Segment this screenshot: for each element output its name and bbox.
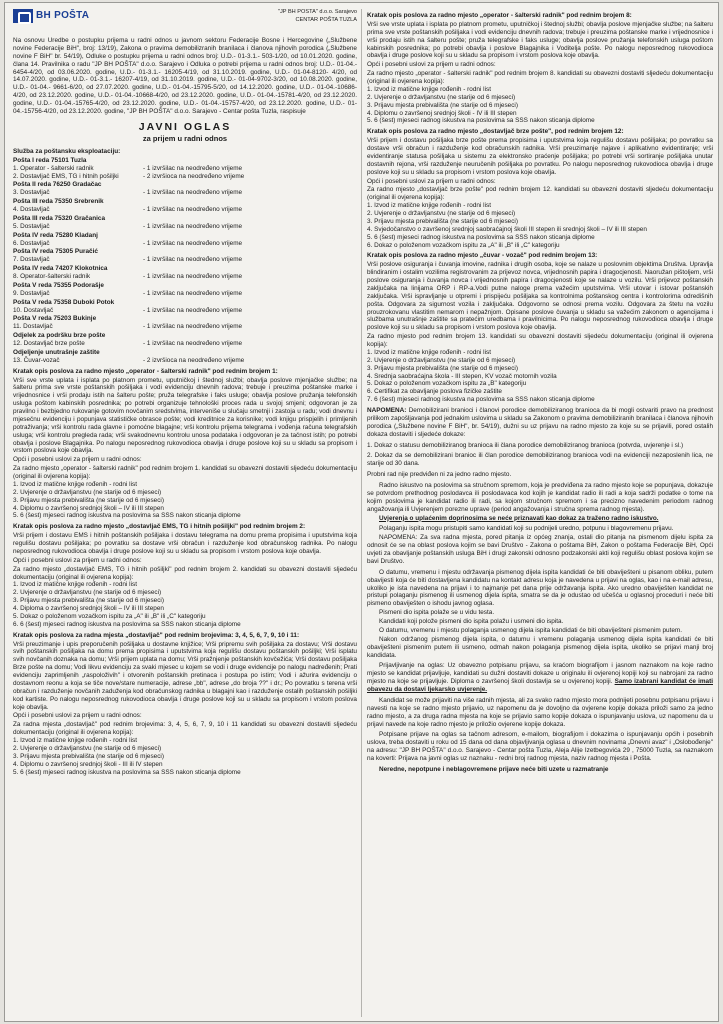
requirement-item: 1. Izvod iz matične knjige rođenih - rodni list: [367, 348, 491, 356]
office-block: [13, 181, 357, 197]
vise-radnih-mjesta: Kandidat se može prijaviti na više radnih mjesta, ali za svako radno mjesto mora podnijeti posebnu potpisanu prijavu i navesti na koje se radno mjesto prijavio, uz napomenu da je dovoljno da ovjerene kopije dokaza priloži samo za jedno radno mjesto, a za druga radna mjesta na koje se prijavio samo kopije dokaza o ispunjavanju uslova, uz napomenu da u prijavi navede na koje radno mjesto je priložio ovjerene kopije dokaza.: [367, 696, 713, 728]
offices-list: [13, 157, 357, 365]
section-paragraph: Za radno mjesto „operator - šalterski radnik" pod rednim brojem 8. kandidati su obavezni dostaviti sljedeću dokumentaciju (original ili ovjerena kopija):: [367, 70, 713, 85]
page-title: JAVNI OGLAS: [138, 120, 232, 133]
position-count: - 1 izvršilac na neodređeno vrijeme: [143, 164, 243, 172]
requirement-item: 1. Izvod iz matične knjige rođenih - rodni list: [13, 581, 137, 589]
requirement-item: 4. Diplomu o završenoj srednjoj školi - III ili IV stepen: [13, 760, 163, 768]
ispit-uslov: Polaganju ispita mogu pristupiti samo kandidati koji su podnijeli uredno, potpunu i blagovremenu prijavu.: [379, 525, 674, 533]
position-name: 9. Dostavljač: [13, 289, 50, 297]
office-block: [13, 198, 357, 214]
section-paragraph: Za radno mjesto „operator - šalterski radnik" pod rednim brojem 1. kandidati su obavezni dostaviti sljedeću dokumentaciju (original ili ovjerena kopija):: [13, 465, 357, 480]
position-name: 2. Dostavljač EMS, TG i hitnih pošiljki: [13, 172, 119, 180]
column-divider: [361, 9, 362, 1017]
requirement-item: 3. Prijavu mjesta prebivališta (ne starije od 6 mjeseci): [13, 597, 164, 605]
service-title: Služba za poštansku eksploataciju:: [13, 147, 121, 155]
section-paragraph: Opći i posebni uslovi za prijem u radni odnos:: [367, 61, 496, 69]
nakon-ispita: Nakon održanog pismenog dijela ispita, o datumu i vremenu polaganja usmenog dijela ispita kandidati će biti obaviješteni pismenim putem ili usmeno, odmah nakon polaganja pismenog dijela ispita, ukoliko se prijavi manji broj kandidata.: [367, 635, 713, 659]
position-name: 13. Čuvar-vozač: [13, 356, 60, 364]
requirement-item: 5. 6 (šest) mjeseci radnog iskustva na poslovima sa SSS nakon sticanja diplome: [367, 117, 595, 125]
office-block: [13, 232, 357, 248]
position-name: 8. Operator-šalterski radnik: [13, 273, 91, 280]
position-name: 1. Operator - šalterski radnik: [13, 164, 94, 172]
section-paragraph: Opći i posebni uslovi za prijem u radni odnos:: [367, 177, 496, 185]
requirement-item: 1. Izvod iz matične knjige rođenih - rodni list: [13, 480, 137, 488]
usmeni-dio-2: O datumu, vremenu i mjestu polaganja usmenog dijela ispita kandidati će biti obaviješteni pismenim putem.: [379, 626, 683, 634]
requirement-item: 5. Dokaz o položenom vozačkom ispitu za „B" kategoriju: [367, 380, 527, 388]
newspaper-page: [4, 2, 719, 1022]
position-row: [13, 307, 357, 315]
position-row: [13, 173, 357, 181]
requirement-item: 4. Diploma o završenoj srednjoj školi – IV ili III stepen: [13, 605, 164, 612]
position-row: [13, 290, 357, 298]
job-section: [13, 632, 357, 777]
masthead: [13, 9, 357, 33]
position-count: - 1 izvršilac na neodređeno vrijeme: [143, 206, 243, 213]
position-name: 3. Dostavljač: [13, 189, 50, 197]
job-section: [13, 368, 357, 521]
requirement-item: 3. Prijavu mjesta prebivališta (ne starije od 6 mjeseci): [367, 217, 518, 225]
office-name: Pošta V reda 75358 Duboki Potok: [13, 298, 115, 306]
left-column: [13, 9, 357, 1017]
position-row: [13, 165, 357, 173]
position-name: 10. Dostavljač: [13, 306, 54, 314]
position-name: 7. Dostavljač: [13, 256, 50, 264]
section-paragraph: Opći i posebni uslovi za prijem u radni odnos:: [13, 456, 142, 464]
position-count: - 2 izvršioca na neodređeno vrijeme: [143, 356, 245, 364]
office-name: Odjelek za podršku brze pošte: [13, 332, 106, 340]
section-heading: Kratak opis poslova za radno mjesto „dostavljač brze pošte", pod rednim brojem 12:: [367, 128, 624, 136]
position-row: [13, 189, 357, 197]
position-row: [13, 223, 357, 231]
office-block: [13, 299, 357, 315]
logo-text: BH POŠTA: [36, 9, 90, 21]
position-count: - 1 izvršilac na neodređeno vrijeme: [143, 340, 243, 347]
requirement-item: 1. Izvod iz matične knjige rođenih - rodni list: [367, 85, 491, 93]
requirement-item: 4. Diplomu o završenoj srednjoj školi - IV ili III stepen: [367, 109, 517, 117]
nerazmatranje: Neredne, nepotpune i neblagovremene prijave neće biti uzete u razmatranje: [379, 765, 609, 773]
requirement-item: 2. Uvjerenje o državljanstvu (ne starije od 6 mjeseci): [13, 744, 162, 752]
requirement-item: 6. 6 (šest) mjeseci radnog iskustva na poslovima sa SSS nakon sticanja diplome: [13, 620, 241, 628]
office-name: Odjeljenje unutrašnje zaštite: [13, 348, 100, 356]
intro-paragraph: Na osnovu Uredbe o postupku prijema u radni odnos u javnom sektoru Federacije Bosne i Hercegovine („Službene novine Federacije BiH", broj: 13/19), Zakona o pravima demobilizranih branilaca i članova njihovih porodica („Službene novine F BiH" br. 54/19), Odluke o postupku prijema u radni odnos broj: U.D.- 01-3.1.- 503-1/20, od 10.01.2020. godine, člana 14. Pravilnika o radu "JP BH POŠTA" d.o.o. Sarajevo i Odluka o potrebi prijema u radni odnos broj: U.D.- 01-04.- 6454-4/20, od 03.06.2020. godine, U.D.- 01-3.1.- 16205-4/19, od 31.10.2019. godine, U.D.- 01-04-8120- 4/20, od 14.07.2020. godine, U.D.- 01-3.1.- 16207-4/19, od 31.10.2019. godine, U.D.- 01-04-9702-3/20, od 10.08.2020. godine, U.D.- 01-04.- 9661-6/20, od 27.07.2020. godine, U.D.- 01-04.-15795-5/20, od 14.12.2020. godine, U.D.- 01-04.-10686-4/20, od 23.12.2020. godine, U.D.- 01-04.-10668-4/20, od 23.12.2020. godine, U.D.- 01-04.-15781-4/20, od 23.12.2020. godine, U.D.- 01-04.-15765-4/20, od 23.12.2020. godine, U.D.- 01-04.-15757-4/20, od 23.12.2020. godine, U.D.- 01-04.-15756-4/20, od 23.12.2020. godine, "JP BH POŠTA" d.o.o. Sarajevo - Centar pošta Tuzla, raspisuje: [13, 37, 357, 115]
requirement-item: 2. Uvjerenje o državljanstvu (ne starije od 6 mjeseci): [367, 93, 516, 101]
job-section: [13, 523, 357, 628]
issuer-block: [278, 9, 357, 24]
page-subtitle: za prijem u radni odnos: [142, 133, 228, 143]
dokaz-1: 1. Dokaz o statusu demobiliziranog branioca ili člana porodice demobiliziranog branioca (potvrda, uvjerenje i sl.): [367, 441, 684, 449]
section-heading: Kratak opis poslova za radno mjesto „čuvar - vozač" pod rednim brojem 13:: [367, 252, 598, 260]
section-paragraph: Opći i posebni uslovi za prijem u radni odnos:: [13, 556, 142, 564]
dostava-prijava: Potpisane prijave na oglas sa tačnom adresom, e-mailom, biografijom i dokazima o ispunjavanju općih i posebnih uslova, treba dostaviti u roku od 15 dana od dana objavljivanja oglasa u dnevnim novinama „Dnevni avaz" i „Oslobođenje" na adresu: "JP BH POŠTA" d.o.o. Sarajevo - Centar pošta Tuzla, Aleja Alije Izetbegovića 29 , 75000 Tuzla, sa naznakom na koverti: Prijava na javni oglas uz naznaku - redni broj radnog mjesta, naziv radnog mjesta i Pošta.: [367, 731, 713, 762]
section-heading: Kratak opis poslova za radna mjesta „dostavljač" pod rednim brojevima: 3, 4, 5, 6, 7, 9, 10 i 11:: [13, 631, 300, 639]
office-block: [13, 248, 357, 264]
requirement-item: 5. 6 (šest) mjeseci radnog iskustva na poslovima sa SSS nakon sticanja diplome: [367, 233, 595, 241]
requirement-item: 1. Izvod iz matične knjige rođenih - rodni list: [13, 737, 137, 744]
right-sections: [367, 12, 713, 404]
office-name: Pošta V reda 75203 Bukinje: [13, 315, 97, 323]
office-name: Pošta IV reda 74207 Klokotnica: [13, 265, 108, 273]
requirement-item: 2. Uvjerenje o državljanstvu (ne starije od 6 mjeseci): [367, 356, 516, 364]
company-name: "JP BH POŠTA" d.o.o. Sarajevo: [277, 9, 357, 15]
position-count: - 1 izvršilac na neodređeno vrijeme: [143, 256, 243, 264]
requirement-item: 4. Svjedočanstvo o završenoj srednjoj saobraćajnoj školi III stepen ili srednjoj školi – IV ili III stepen: [367, 225, 647, 233]
position-count: - 1 izvršilac na neodređeno vrijeme: [143, 273, 243, 280]
section-paragraph: Za radno mjesto „dostavljač brze pošte" pod rednim brojem 12. kandidati su obavezni dostaviti sljedeću dokumentaciju (original ili ovjerena kopija):: [367, 186, 713, 202]
office-name: Pošta V reda 75355 Podorašje: [13, 281, 104, 289]
office-block: [13, 215, 357, 231]
requirement-item: 6. Certifikat za obavljanje poslova fizičke zaštite: [367, 388, 502, 396]
logo: [13, 9, 89, 23]
position-count: - 1 izvršilac na neodređeno vrijeme: [143, 289, 243, 297]
napomena-2: NAPOMENA: Za sva radna mjesta, pored pitanja iz općeg znanja, ostali dio pitanja na pismenom dijelu ispita za odnosit će se na oblast poslova kojim se bavi Društvo - Zakona o poštama BiH, Zakon o poštama Federacije BiH, Opći uvjeti za obavljanje poštanskih usluga BiH i drugi zakonski odnosno podzakonski akti koji regulišu oblast poslova kojim se bavi Društvo.: [367, 534, 713, 565]
section-paragraph: Za radno mjesto „dostavljač EMS, TG i hitnih pošiljki" pod rednim brojem 2. kandidati su obavezni dostaviti sljedeću dokumentaciju (original ili ovjerena kopija):: [13, 565, 357, 581]
usmeni-dio: Kandidati koji polože pismeni dio ispita polažu i usmeni dio ispita.: [379, 618, 564, 625]
office-name: Pošta III reda 75320 Gračanica: [13, 214, 106, 222]
requirement-item: 5. 6 (šest) mjeseci radnog iskustva na poslovima sa SSS nakon sticanja diplome: [13, 768, 241, 776]
requirement-item: 6. Dokaz o položenom vozačkom ispitu za „A" ili „B" ili „C" kategoriju: [367, 241, 560, 249]
section-paragraph: Opći i posebni uslovi za prijem u radni odnos:: [13, 712, 142, 720]
position-row: [13, 273, 357, 281]
requirement-item: 7. 6 (šest) mjeseci radnog iskustva na poslovima sa SSS nakon sticanja diplome: [367, 396, 595, 404]
office-name: Pošta III reda 75350 Srebrenik: [13, 198, 104, 206]
office-name: Pošta IV reda 75280 Kladanj: [13, 231, 98, 239]
position-row: [13, 340, 357, 348]
office-block: [13, 332, 357, 348]
section-paragraph: Vrši sve vrste uplata i isplata po platnom prometu, uputničkoj i štednoj službi; obavlja poslove mjenjačke službe; na šalteru prima sve vrste poštanskih pošiljaka i vodi evidenciju dnevnih radova; trebuje i preuzima poštanske marke i vrijednosnice i vrši prodaju istih na šalteru pošte; pruža telegrafske i faks usluge; obavlja poslove pružanja telefonskih usluga poštom kabinskih posrednika; po potrebi obavlja i poslove Blagajnika i Voditelja pošte. Po nalogu neposrednog rukovodioca obavlja i druge poslove koji su u skladu sa propisom i vrstom poslova koje obavlja.: [367, 20, 713, 60]
uvjerenja-warning: Uvjerenja o uplaćenim doprinosima se neće priznavati kao dokaz za traženo radno iskustvo.: [379, 514, 659, 522]
ljekarsko-uvjerenje: Samo izabrani kandidat će imati obavezu da dostavi ljekarsko uvjerenje.: [367, 678, 713, 693]
job-section: [367, 128, 713, 249]
position-count: - 1 izvršilac na neodređeno vrijeme: [143, 323, 243, 331]
position-row: [13, 240, 357, 248]
section-paragraph: Za radna mjesta „dostavljač" pod rednim brojevima: 3, 4, 5, 6, 7, 9, 10 i 11 kandidati su obavezni dostaviti sljedeću dokumentaciju (original ili ovjerena kopija):: [13, 721, 357, 737]
section-paragraph: Za radno mjesto pod rednim brojem 13. kandidati su obavezni dostaviti sljedeću dokumentaciju (original ili ovjerena kopija):: [367, 333, 713, 348]
position-name: 4. Dostavljač: [13, 206, 50, 213]
job-section: [367, 12, 713, 125]
office-block: [13, 349, 357, 365]
section-paragraph: Vrši prijem i dostavu pošiljaka brze pošte prema propisima i uputstvima koja regulišu dostavu pošiljaka; po povratku sa dostave vrši obračun i razduženje kod obračunskih radnika. Vrši preuzimanje najave i aplikativno evidentiranje; vrši evidentiranje statusa pošiljaka u sistemu za elektronsko praćenje pošiljaka; po potrebi vrši sortiranje pošiljaka unutar dostavnih rejona, vrši razduženje neuručenih pošiljaka po povratku. Po nalogu neposrednog rukovodioca obavlja i druge poslove koji su u skladu sa propisom i vrstom poslova koje obavlja.: [367, 137, 713, 176]
position-name: 11. Dostavljač: [13, 323, 53, 331]
pismeni-dio: Pismeni dio ispita polaže se u vidu testa.: [379, 609, 495, 617]
position-name: 5. Dostavljač: [13, 222, 50, 230]
position-count: - 1 izvršilac na neodređeno vrijeme: [143, 189, 243, 197]
office-name: Pošta I reda 75101 Tuzla: [13, 156, 87, 164]
office-block: [13, 265, 357, 281]
position-name: 6. Dostavljač: [13, 239, 50, 247]
position-row: [13, 206, 357, 214]
office-block: [13, 315, 357, 331]
position-row: [13, 323, 357, 331]
requirement-item: 3. Prijavu mjesta prebivališta (ne starije od 6 mjeseci): [367, 364, 518, 372]
position-row: [13, 357, 357, 365]
position-count: - 1 izvršilac na neodređeno vrijeme: [143, 239, 243, 247]
probni-rad: Probni rad nije predviđen ni za jedno radno mjesto.: [367, 471, 512, 479]
requirement-item: 5. 6 (šest) mjeseci radnog iskustva na poslovima sa SSS nakon sticanja diplome: [13, 512, 241, 520]
office-block: [13, 282, 357, 298]
position-row: [13, 256, 357, 264]
radno-iskustvo: Radno iskustvo na poslovima sa stručnom spremom, koja je predviđena za radno mjesto koje se popunjava, dokazuje se potvrdom prethodnog poslodavca ili poslodavaca kod kojih je kandidat radio ili radi a koja sadrži podatke o tome na kojim poslovima je kandidat radio ili radi, sa kojom stručnom spremom i sa preciznо navedenim periodom radnog angažovanja ili Uvjerenjem porezne uprave (period angažovanja i stručna sprema radnog mjesta).: [367, 482, 713, 513]
section-paragraph: Vrši sve vrste uplata i isplata po platnom prometu, uputničkoj i štednoj službi; obavlja poslove mjenjačke službe; na šalteru prima sve vrste poštanskih pošiljaka i vodi evidenciju dnevnih radova; trebuje i preuzima poštanske marke i vrijednosnice i vrši prodaju istih na šalteru pošte; pruža telegrafske i faks usluge; obavlja poslove pružanja telefonskih usluga poštom kabinskih posrednika; po potrebi organizuje tehnološki proces rada u svojoj smjeni; odgovoran je za pravilno i bezbjedno rukovanje gotovim novčanim sredstvima, intervenišе u slučaju smetnji i zastoja u radu; vodi dnevnu i mjesečnu evidenciju i popunjava statističke obrasce pošte; vodi kreditnice za korisnike; vodi knjigu prispjelih i primljenih potraživanja; vrši kontrolu rada glavne i pomoćne blagajne; vrši kontrolu prijema telegrama i vođenja računa telegrafskih usluga; vrši kontrolu pregleda rada; vrši svakodnevnu kontrolu unosa podataka i odgovoran je za tačnost istih; po potrebi obavlja i poslove Blagajnika. Po nalogu neposrednog rukovodioca obavlja i druge poslove koji su u skladu sa propisom i vrstom poslova koje obavlja.: [13, 376, 357, 455]
position-count: - 1 izvršilac na neodređeno vrijeme: [143, 222, 243, 230]
requirement-item: 2. Uvjerenje o državljanstvu (ne starije od 6 mjeseci): [13, 488, 162, 496]
requirement-item: 4. Diplomu o završenoj srednjoj školi – IV ili III stepen: [13, 504, 164, 512]
datumi-ispita: O datumu, vremenu i mjestu održavanja pismenog dijela ispita kandidati će biti obaviješteni u pisanom obliku, putem obavijesti koja će biti dostavljena kandidatu na kontakt adresu koja je navedena u prijavi na oglas, kao i na e-mail adresu, ukoliko je ista navedena na prijavi i to najmanje pet dana prije održavanja ispita. Ako uredno obaviješten kandidat ne pristupi polaganju pismenog ili usmenog dijela ispita, smatra se da je odustao od učešća u oglasnoj proceduri i neće biti pismeno obaviješten o ishodu javnog oglasa.: [367, 568, 713, 608]
section-paragraph: Vrši poslove osiguranja i čuvanja imovine, radnika i drugih osoba, koje se nalaze u poslovnim objektima Društva. Upravlja blindiranim i ostalim vozilima registrovanim za prijevoz novca, vrijednosnih papira i dragocjenosti. Naoružan pištoljem, vrši poslove osiguranja i čuvanja novca i vrijednosnih papira i dragocjenosti koje se nalaze u vozilu. Vrši prijevoz poštanskih zaključaka na linijama ORP i RP-a.Vodi putne naloge prema važećim uputstvima. Vrši utovar i istovar poštanskih zaključaka. Vrši ispravljanje u otpremi i prispijeću pošiljaka sa kontrolnima poštanskog centra i kontrolorima odredišnih pošta. Odgovara za sigurnost vozila i zaključaka. Odgovorno se odnosi prema vozilu. Odgovara za štetu na vozilu prouzrokovanu vlastitim nemarom i nepažnjom. Opisane poslove čuvanja u skladu sa važećim zakonom o agencijama i službama unutrašnje zaštite sa pratećim uredbama i pravilnicima. Po nalogu neposrednog rukovodioca obavlja i druge poslove koji su u skladu sa propisom i vrstom poslova koje obavlja.: [367, 261, 713, 332]
napomena-label: NAPOMENA:: [367, 407, 407, 414]
office-name: Pošta II reda 76250 Gradačac: [13, 181, 102, 189]
requirement-item: 2. Uvjerenje o državljanstvu (ne starije od 6 mjeseci): [367, 210, 516, 217]
job-section: [367, 252, 713, 404]
position-count: - 1 izvršilac na neodređeno vrijeme: [143, 306, 243, 314]
dokaz-2: 2. Dokaz da se demobilizirani branioc ili član porodice demobiliziranog branioca vodi na evidenciji nezaposlenih lica, ne starije od 30 dana.: [367, 452, 713, 468]
prijavljivanje: Prijavljivanje na oglas: Uz obavezno potpisanu prijavu, sa kraćom biografijom i jasnom naznakom na koje radno mjesto se kandidat prijavljuje, kandidati su dužni dostaviti dokaze u originalu ili ovjerenoj kopiji koji su nabrojani za radno mjesto na koje se prijavljuje. Diploma o završenoj školi dostavlja se u ovjerenoj kopiji. Samo izabrani kandidat će imati obavezu da dostavi ljekarsko uvjerenje.: [367, 662, 713, 693]
requirement-item: 2. Uvjerenje o državljanstvu (ne starije od 6 mjeseci): [13, 589, 162, 597]
requirement-item: 3. Prijavu mjesta prebivališta (ne starije od 6 mjeseci): [13, 496, 164, 504]
position-name: 12. Dostavljač brze pošte: [13, 340, 85, 347]
requirement-item: 3. Prijavu mjesta prebivališta (ne starije od 6 mjeseci): [13, 752, 164, 760]
office-name: Pošta IV reda 75305 Puračić: [13, 248, 98, 256]
notes-section: [367, 407, 713, 774]
requirement-item: 1. Izvod iz matične knjige rođenih - rodni list: [367, 202, 491, 210]
requirement-item: 3. Prijavu mjesta prebivališta (ne starije od 6 mjeseci): [367, 101, 518, 109]
requirement-item: 4. Srednja saobraćajna škola - III stepen, KV vozač motornih vozila: [367, 372, 557, 380]
napomena-paragraph: NAPOMENA: Demobilizirani branioci i članovi porodice demobiliziranog branioca da bi mogli ostvariti pravo na prednost prilikom zapošljavanja pod jednakim uslovima u skladu sa Zakonom o pravima demobiliziranih branilaca i članova njihovih porodica („Službene novine F BiH", br. 54/19), dužni su uz prijavu na radno mjesto za koje su se prijavili, pored ostalih dokaza dostaviti i sljedeće dokaze:: [367, 407, 713, 438]
section-paragraph: Vrši prijem i dostavu EMS i hitnih poštanskih pošiljaka i dostavu telegrama na domu prema propisima i uputstvima koja regulišu dostavu pošiljaka; po povratku sa dostave vrši obračun i razduženje kod obračunskog radnika. Po nalogu neposrednog rukovodioca obavlja i druge poslove koji su u skladu sa propisom i vrstom poslova koje obavlja.: [13, 532, 357, 555]
section-heading: Kratak opis poslova za radno mjesto „operator - šalterski radnik" pod rednim brojem 1:: [13, 367, 278, 375]
section-heading: Kratak opis poslova za radno mjesto „dostavljač EMS, TG i hitnih pošiljki" pod rednim brojem 2:: [13, 523, 306, 531]
requirement-item: 5. Dokaz o položenom vozačkom ispitu za „A" ili „B" ili „C" kategoriju: [13, 612, 206, 620]
office-block: [13, 157, 357, 181]
center-name: CENTAR POŠTA TUZLA: [295, 16, 357, 23]
right-column: [367, 9, 713, 1017]
section-heading: Kratak opis poslova za radno mjesto „operator - šalterski radnik" pod rednim brojem 8:: [367, 12, 632, 19]
position-count: - 2 izvršioca na neodređeno vrijeme: [143, 172, 245, 180]
section-paragraph: Vrši preuzimanje i upis preporučenih pošiljaka u dostavne knjižice; Vrši pripremu svih pošiljaka za dostavu; Vrši dostavu svih poštanskih pošiljaka na domu prema propisima i uputstvima koja regulišu dostavu poštanskih pošiljki; Vrši isplatu svih novčanih doznaka na domu; Vrši prijem uplata na domu; Vrši pražnjenje poštanskih kovčežića; Vrši dostavu pošiljaka Brze pošte na domu; Vodi likvu evidenciju za svaki mjesec u kojem se vodi i druge evidencije po nalogu nadređenih; Prati evidenciju zaprimljenih „raspoloživih" i otvorenih poštanskih pretinaca i postupa po istim; Vodi i ažurira evidenciju o dostavnom reonu a koja se tiče nove/stare numeracije, adrese „bb", adrese „do broja ??" i dr.; Po povratku s terena vrši obračun i razduženje novčanih zaduženja kod obračunskog radnika u blagajni kao i razduženje ostalih poštanskih pošiljki kod kartiste. Po nalogu neposrednog rukovodioca obavlja i druge poslove koji su u skladu sa propisom i vrstom poslova koje obavlja.: [13, 640, 357, 711]
left-sections: [13, 368, 357, 777]
post-horn-icon: [13, 9, 33, 23]
